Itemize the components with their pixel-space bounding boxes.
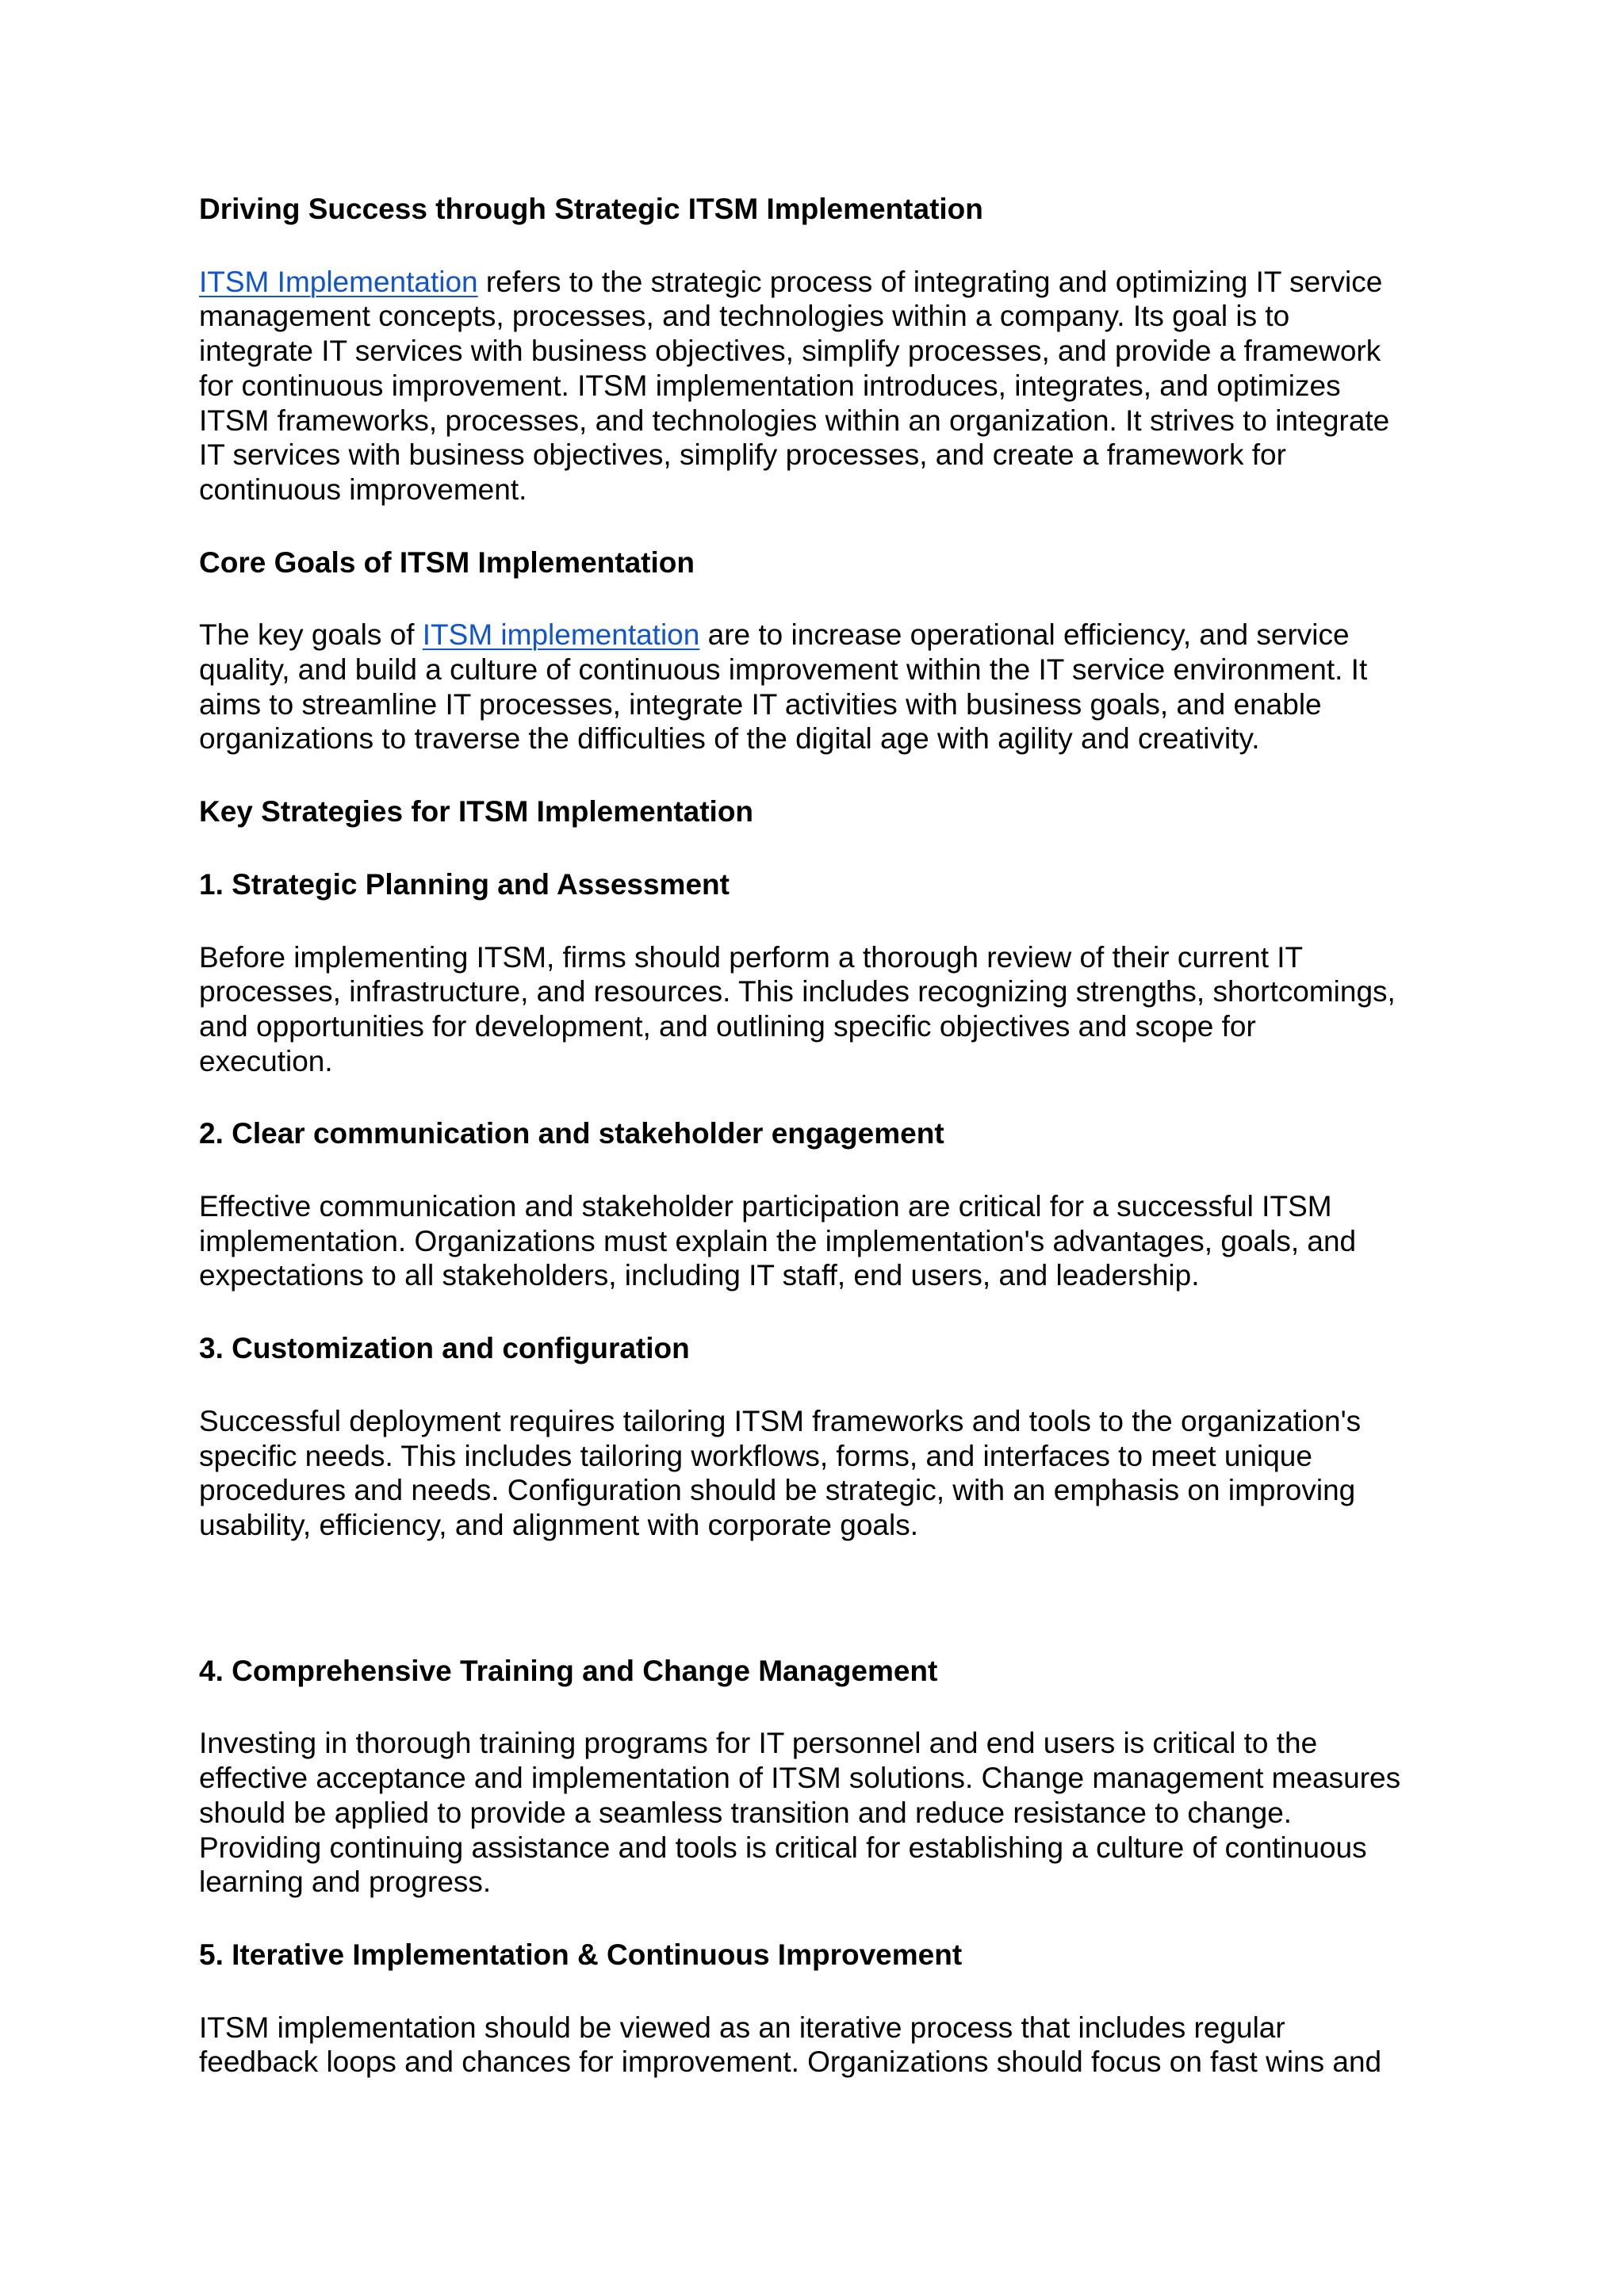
intro-line: for continuous improvement. ITSM implementation introduces, integrates, and optimizes <box>199 369 1341 402</box>
section-heading-1: 1. Strategic Planning and Assessment <box>199 867 730 901</box>
document-body <box>199 192 1460 2080</box>
paragraph-line: expectations to all stakeholders, including IT staff, end users, and leadership. <box>199 1259 1200 1292</box>
paragraph-line: ITSM implementation should be viewed as an iterative process that includes regular <box>199 2011 1285 2044</box>
core-goals-paragraph <box>199 618 1460 756</box>
paragraph-line: effective acceptance and implementation of ITSM solutions. Change management measures <box>199 1762 1401 1795</box>
paragraph-line: execution. <box>199 1044 333 1077</box>
core-goals-heading: Core Goals of ITSM Implementation <box>199 545 695 579</box>
section-heading-5: 5. Iterative Implementation & Continuous Improvement <box>199 1938 963 1971</box>
section-heading-2: 2. Clear communication and stakeholder engagement <box>199 1117 944 1150</box>
core-goals-line: aims to streamline IT processes, integrate IT activities with business goals, and enable <box>199 687 1322 721</box>
paragraph-line: implementation. Organizations must explain the implementation's advantages, goals, and <box>199 1224 1357 1257</box>
intro-line: continuous improvement. <box>199 473 527 506</box>
paragraph-line: learning and progress. <box>199 1866 492 1899</box>
paragraph-line: Effective communication and stakeholder participation are critical for a successful ITSM <box>199 1190 1332 1223</box>
section-paragraph-3 <box>199 1404 1460 1543</box>
section-heading-4: 4. Comprehensive Training and Change Management <box>199 1654 938 1687</box>
paragraph-line: Before implementing ITSM, firms should perform a thorough review of their current IT <box>199 940 1304 974</box>
section-paragraph-1 <box>199 940 1460 1079</box>
paragraph-line: usability, efficiency, and alignment with corporate goals. <box>199 1508 918 1541</box>
key-strategies-heading: Key Strategies for ITSM Implementation <box>199 795 754 828</box>
section-heading-3: 3. Customization and configuration <box>199 1332 690 1365</box>
section-paragraph-5 <box>199 2011 1460 2080</box>
section-paragraph-2 <box>199 1189 1460 1293</box>
intro-line: integrate IT services with business objectives, simplify processes, and provide a framework <box>199 335 1381 368</box>
paragraph-line: specific needs. This includes tailoring workflows, forms, and interfaces to meet unique <box>199 1439 1312 1472</box>
paragraph-line: Successful deployment requires tailoring ITSM frameworks and tools to the organization's <box>199 1404 1362 1437</box>
section-paragraph-4 <box>199 1726 1460 1900</box>
core-goals-line-1: The key goals of ITSM implementation are to increase operational efficiency, and service <box>199 618 1350 652</box>
itsm-implementation-link[interactable]: ITSM Implementation <box>199 265 478 298</box>
paragraph-line: and opportunities for development, and outlining specific objectives and scope for <box>199 1009 1256 1043</box>
paragraph-line: feedback loops and chances for improvement. Organizations should focus on fast wins and <box>199 2045 1382 2079</box>
intro-line-1: ITSM Implementation refers to the strategic process of integrating and optimizing IT service <box>199 265 1383 298</box>
paragraph-line: Providing continuing assistance and tools is critical for establishing a culture of continuous <box>199 1831 1367 1864</box>
core-goals-line: quality, and build a culture of continuous improvement within the IT service environment. It <box>199 653 1368 687</box>
paragraph-line: Investing in thorough training programs for IT personnel and end users is critical to the <box>199 1727 1318 1760</box>
intro-line: IT services with business objectives, simplify processes, and create a framework for <box>199 438 1286 472</box>
itsm-implementation-link-2[interactable]: ITSM implementation <box>422 618 700 652</box>
paragraph-line: processes, infrastructure, and resources. This includes recognizing strengths, shortcomings, <box>199 975 1396 1008</box>
document-title: Driving Success through Strategic ITSM Implementation <box>199 193 983 225</box>
paragraph-line: procedures and needs. Configuration should be strategic, with an emphasis on improving <box>199 1474 1356 1507</box>
intro-paragraph <box>199 265 1460 507</box>
intro-line: ITSM frameworks, processes, and technologies within an organization. It strives to integrate <box>199 404 1390 437</box>
paragraph-line: should be applied to provide a seamless transition and reduce resistance to change. <box>199 1796 1293 1829</box>
core-goals-line: organizations to traverse the difficulties of the digital age with agility and creativity. <box>199 722 1260 756</box>
intro-line: management concepts, processes, and technologies within a company. Its goal is to <box>199 300 1290 333</box>
